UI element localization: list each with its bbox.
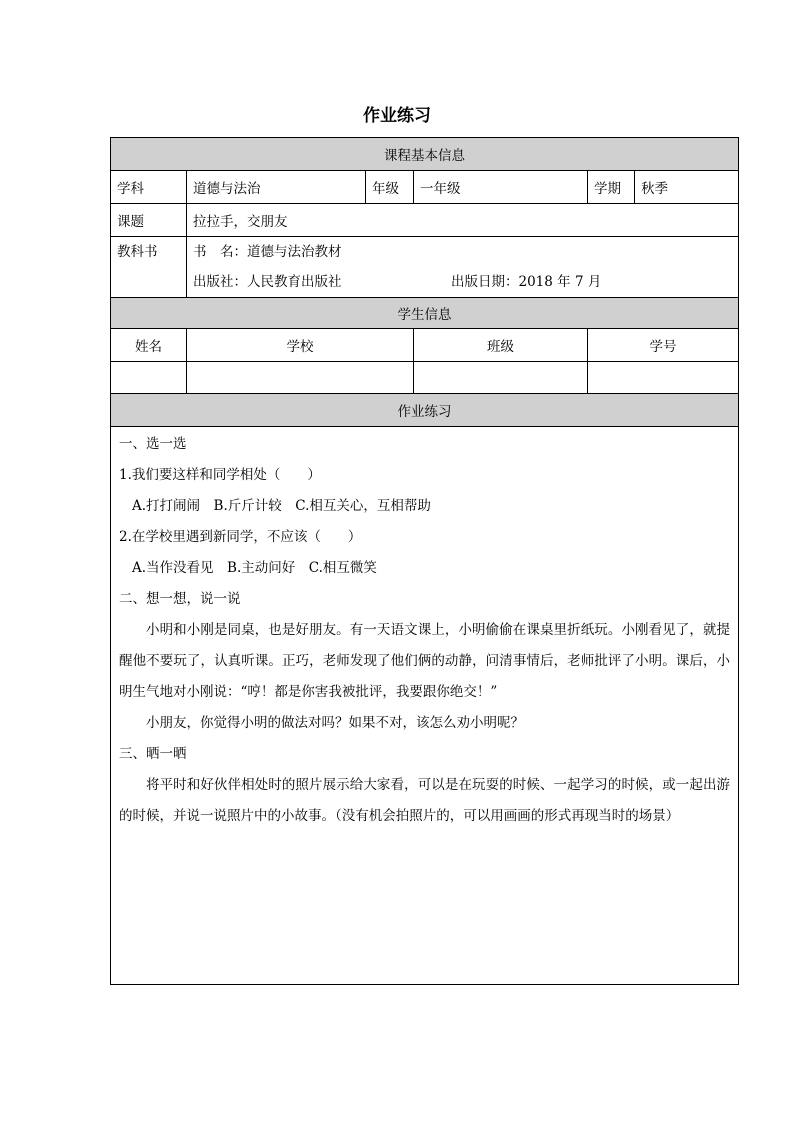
story-paragraph: 小明和小刚是同桌，也是好朋友。有一天语文课上，小明偷偷在课桌里折纸玩。小刚看见了，就提醒他不要玩了，认真听课。正巧，老师发现了他们俩的动静，问清事情后，老师批评了小明。课后，小明生气地对小刚说：“哼！都是你害我被批评，我要跟你绝交！” [119, 622, 731, 700]
section3-title: 三、晒一晒 [119, 746, 187, 762]
name-input-cell[interactable] [111, 362, 187, 394]
textbook-info [187, 237, 739, 298]
basic-info-header: 课程基本信息 [111, 138, 739, 171]
term-label: 学期 [588, 171, 635, 204]
section1-title: 一、选一选 [119, 436, 187, 452]
photo-task: 将平时和好伙伴相处时的照片展示给大家看，可以是在玩耍的时候、一起学习的时候，或一起出游的时候，并说一说照片中的小故事。（没有机会拍照片的，可以用画画的形式再现当时的场景） [119, 777, 731, 824]
publisher-line: 出版社：人民教育出版社 [193, 274, 342, 290]
subject-label: 学科 [111, 171, 187, 204]
page-title: 作业练习 [363, 106, 431, 126]
grade-value: 一年级 [414, 171, 588, 204]
homework-header: 作业练习 [111, 394, 739, 427]
book-name-line: 书 名：道德与法治教材 [193, 244, 342, 260]
subject-value: 道德与法治 [187, 171, 366, 204]
term-value: 秋季 [635, 171, 739, 204]
homework-sheet [110, 137, 739, 985]
student-id-input-cell[interactable] [588, 362, 739, 394]
publish-date-line: 出版日期：2018 年 7 月 [451, 274, 602, 290]
question-2: 2.在学校里遇到新同学，不应该（ ） [119, 529, 362, 545]
textbook-label [111, 237, 187, 298]
section2-title: 二、想一想，说一说 [119, 591, 241, 607]
column-name: 姓名 [111, 329, 187, 362]
topic-label: 课题 [111, 204, 187, 237]
column-student-id: 学号 [588, 329, 739, 362]
question-1-options: A.打打闹闹 B.斤斤计较 C.相互关心，互相帮助 [132, 498, 431, 514]
column-school: 学校 [187, 329, 414, 362]
column-class: 班级 [414, 329, 588, 362]
homework-content-cell [111, 427, 739, 985]
topic-value: 拉拉手，交朋友 [187, 204, 739, 237]
grade-label: 年级 [366, 171, 414, 204]
story-question: 小朋友，你觉得小明的做法对吗？如果不对，该怎么劝小明呢？ [146, 715, 524, 731]
textbook-label-text: 教科书 [117, 244, 158, 260]
student-info-header: 学生信息 [111, 298, 739, 329]
publisher-row [193, 267, 732, 297]
question-1: 1.我们要这样和同学相处（ ） [119, 467, 321, 483]
question-2-options: A.当作没看见 B.主动问好 C.相互微笑 [132, 560, 377, 576]
school-input-cell[interactable] [187, 362, 414, 394]
class-input-cell[interactable] [414, 362, 588, 394]
